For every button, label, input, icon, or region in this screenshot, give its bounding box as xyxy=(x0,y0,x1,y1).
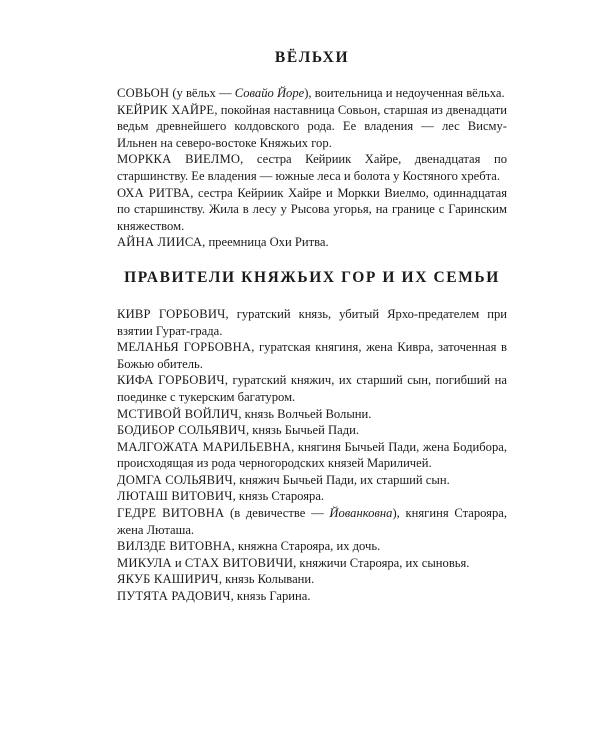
entry-domga-solyavich: ДОМГА СОЛЬЯВИЧ, княжич Бычьей Пади, их старший сын. xyxy=(117,472,450,487)
entry-name: ПУТЯТА РАДОВИЧ xyxy=(117,589,231,604)
entry-vilzde-vitovna: ВИЛЗДЕ ВИТОВНА, княжна Старояра, их дочь. xyxy=(117,539,381,554)
entry-keyriik-hayre: КЕЙРИК ХАЙРЕ, покойная наставница Совьон, старшая из двенадцати ведьм древнейшего колдовского рода. Ее владения — лес Висму-Ильнен на северо-востоке Княжьих гор. xyxy=(117,102,507,150)
entry-name: МСТИВОЙ ВОЙЛИЧ xyxy=(117,406,239,421)
entry-name: ЯКУБ КАШИРИЧ xyxy=(117,572,219,587)
entry-morkka-vielmo: МОРККА ВИЕЛМО, сестра Кейриик Хайре, двенадцатая по старшинству. Ее владения — южные леса и болота у Костяного хребта. xyxy=(117,152,507,183)
book-page xyxy=(117,40,507,605)
entry-yakub-kashirich: ЯКУБ КАШИРИЧ, князь Колывани. xyxy=(117,572,315,587)
entry-malgozhata-marilevna: МАЛГОЖАТА МАРИЛЬЕВНА, княгиня Бычьей Пади, жена Бодибора, происходящая из рода черногородских князей Мариличей. xyxy=(117,439,507,471)
entry-name: ДОМГА СОЛЬЯВИЧ xyxy=(117,472,233,487)
entry-ayna-liisa: АЙНА ЛИИСА, преемница Охи Ритва. xyxy=(117,235,329,250)
entry-kifa-gorbovich: КИФА ГОРБОВИЧ, гуратский княжич, их старший сын, погибший на поединке с тукерским багатуром. xyxy=(117,373,507,404)
entry-bodibor-solyavich: БОДИБОР СОЛЬЯВИЧ, князь Бычьей Пади. xyxy=(117,423,359,438)
section-velhi-entries xyxy=(117,85,507,251)
entry-italic-name: Совайо Йоре xyxy=(234,86,305,100)
entry-name: КИФА ГОРБОВИЧ xyxy=(117,373,225,388)
entry-name: МИКУЛА xyxy=(117,555,172,570)
entry-name: ЛЮТАШ ВИТОВИЧ xyxy=(117,489,233,504)
entry-name: БОДИБОР СОЛЬЯВИЧ xyxy=(117,423,246,438)
entry-name: КЕЙРИК ХАЙРЕ xyxy=(117,102,215,117)
entry-name: АЙНА ЛИИСА xyxy=(117,235,203,250)
entry-mikula-stakh: МИКУЛА и СТАХ ВИТОВИЧИ, княжичи Старояра, их сыновья. xyxy=(117,555,470,570)
entry-mstivoy-voylich: МСТИВОЙ ВОЙЛИЧ, князь Волчьей Волыни. xyxy=(117,406,372,421)
entry-name: ГЕДРЕ ВИТОВНА xyxy=(117,506,225,521)
entry-name: ОХА РИТВА xyxy=(117,185,191,200)
entry-name: ВИЛЗДЕ ВИТОВНА xyxy=(117,539,232,554)
entry-name: МАЛГОЖАТА МАРИЛЬЕВНА xyxy=(117,439,292,454)
entry-gedre-vitovna: ГЕДРЕ ВИТОВНА (в девичестве — Йованковна), княгиня Старояра, жена Люташа. xyxy=(117,506,507,537)
entry-melanya-gorbovna: МЕЛАНЬЯ ГОРБОВНА, гуратская княгиня, жена Кивра, заточенная в Божью обитель. xyxy=(117,340,507,371)
section-rulers-entries xyxy=(117,306,507,605)
section-title-rulers: ПРАВИТЕЛИ КНЯЖЬИХ ГОР И ИХ СЕМЬИ xyxy=(124,268,500,286)
entry-name: СОВЬОН xyxy=(117,86,170,100)
entry-name: МЕЛАНЬЯ ГОРБОВНА xyxy=(117,340,252,355)
entry-kivr-gorbovich: КИВР ГОРБОВИЧ, гуратский князь, убитый Ярхо-предателем при взятии Гурат-града. xyxy=(117,306,507,338)
section-title-velhi: ВЁЛЬХИ xyxy=(274,49,350,66)
entry-name: КИВР ГОРБОВИЧ xyxy=(117,306,226,321)
entry-okha-ritva: ОХА РИТВА, сестра Кейриик Хайре и Моркки Виелмо, одиннадцатая по старшинству. Жила в лесу у Рысова угорья, на границе с Гаринским княжеством. xyxy=(117,185,507,233)
entry-name: МОРККА ВИЕЛМО xyxy=(117,152,241,167)
entry-italic-name: Йованковна xyxy=(329,506,393,521)
entry-sovon: СОВЬОН (у вёльх — Совайо Йоре), воительница и недоученная вёльха. xyxy=(117,86,505,100)
entry-lyutash-vitovich: ЛЮТАШ ВИТОВИЧ, князь Старояра. xyxy=(117,489,325,504)
entry-name: СТАХ ВИТОВИЧИ xyxy=(184,555,294,570)
entry-putyata-radovich: ПУТЯТА РАДОВИЧ, князь Гарина. xyxy=(117,589,311,604)
